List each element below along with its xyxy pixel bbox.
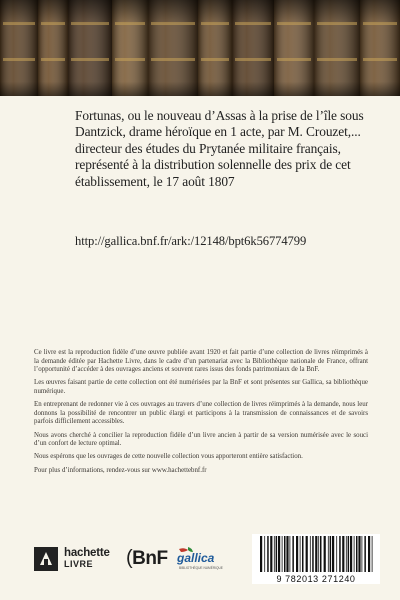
gallica-url[interactable]: http://gallica.bnf.fr/ark:/12148/bpt6k56774799	[75, 234, 307, 248]
hachette-livre-logo	[34, 547, 114, 571]
livre-wordmark: LIVRE	[64, 559, 94, 569]
description-block	[34, 349, 368, 480]
description-paragraph: Nous espérons que les ouvrages de cette nouvelle collection vous apporteront entière satisfaction.	[34, 453, 303, 461]
description-paragraph: Pour plus d’informations, rendez-vous sur www.hachettebnf.fr	[34, 466, 207, 474]
gallica-wordmark: gallica	[177, 551, 215, 565]
bookshelf-image	[0, 0, 400, 96]
gallica-subtitle: BIBLIOTHÈQUE NUMÉRIQUE	[179, 566, 223, 570]
hachette-wordmark: hachette	[64, 547, 110, 559]
hachette-mark-icon	[34, 547, 58, 571]
bnf-bracket-icon: (	[126, 547, 133, 569]
description-paragraph: Les œuvres faisant partie de cette collection ont été numérisées par la BnF et sont présentes sur Gallica, sa bibliothèque numérique.	[34, 379, 368, 395]
description-paragraph: Ce livre est la reproduction fidèle d’une œuvre publiée avant 1920 et fait partie d’une collection de livres réimprimés à la demande éditée par Hachette Livre, dans le cadre d’un partenariat avec la Bibliothèque nationale de France, offrant l’opportunité d’accéder à des ouvrages anciens et souvent rares issus des fonds patrimoniaux de la BnF.	[34, 349, 368, 374]
book-title: Fortunas, ou le nouveau d’Assas à la prise de l’île sous Dantzick, drame héroïque en 1 acte, par M. Crouzet,... directeur des études du Prytanée militaire français, représenté à la distribution solennelle des prix de cet établissement, le 17 août 1807	[75, 108, 364, 189]
isbn-number: 9 782013 271240	[252, 574, 380, 584]
bnf-logo	[126, 547, 168, 571]
description-paragraph: En entreprenant de redonner vie à ces ouvrages au travers d’une collection de livres réimprimés à la demande, nous leur donnons la possibilité de rencontrer un public élargi et participons à la transmission de connaissances et de savoirs parfois difficilement accessibles.	[34, 401, 368, 426]
bnf-wordmark: BnF	[132, 548, 168, 569]
gallica-logo	[175, 546, 223, 572]
description-paragraph: Nous avons cherché à concilier la reproduction fidèle d’un livre ancien à partir de sa version numérisée avec le souci d’un confort de lecture optimal.	[34, 431, 368, 448]
